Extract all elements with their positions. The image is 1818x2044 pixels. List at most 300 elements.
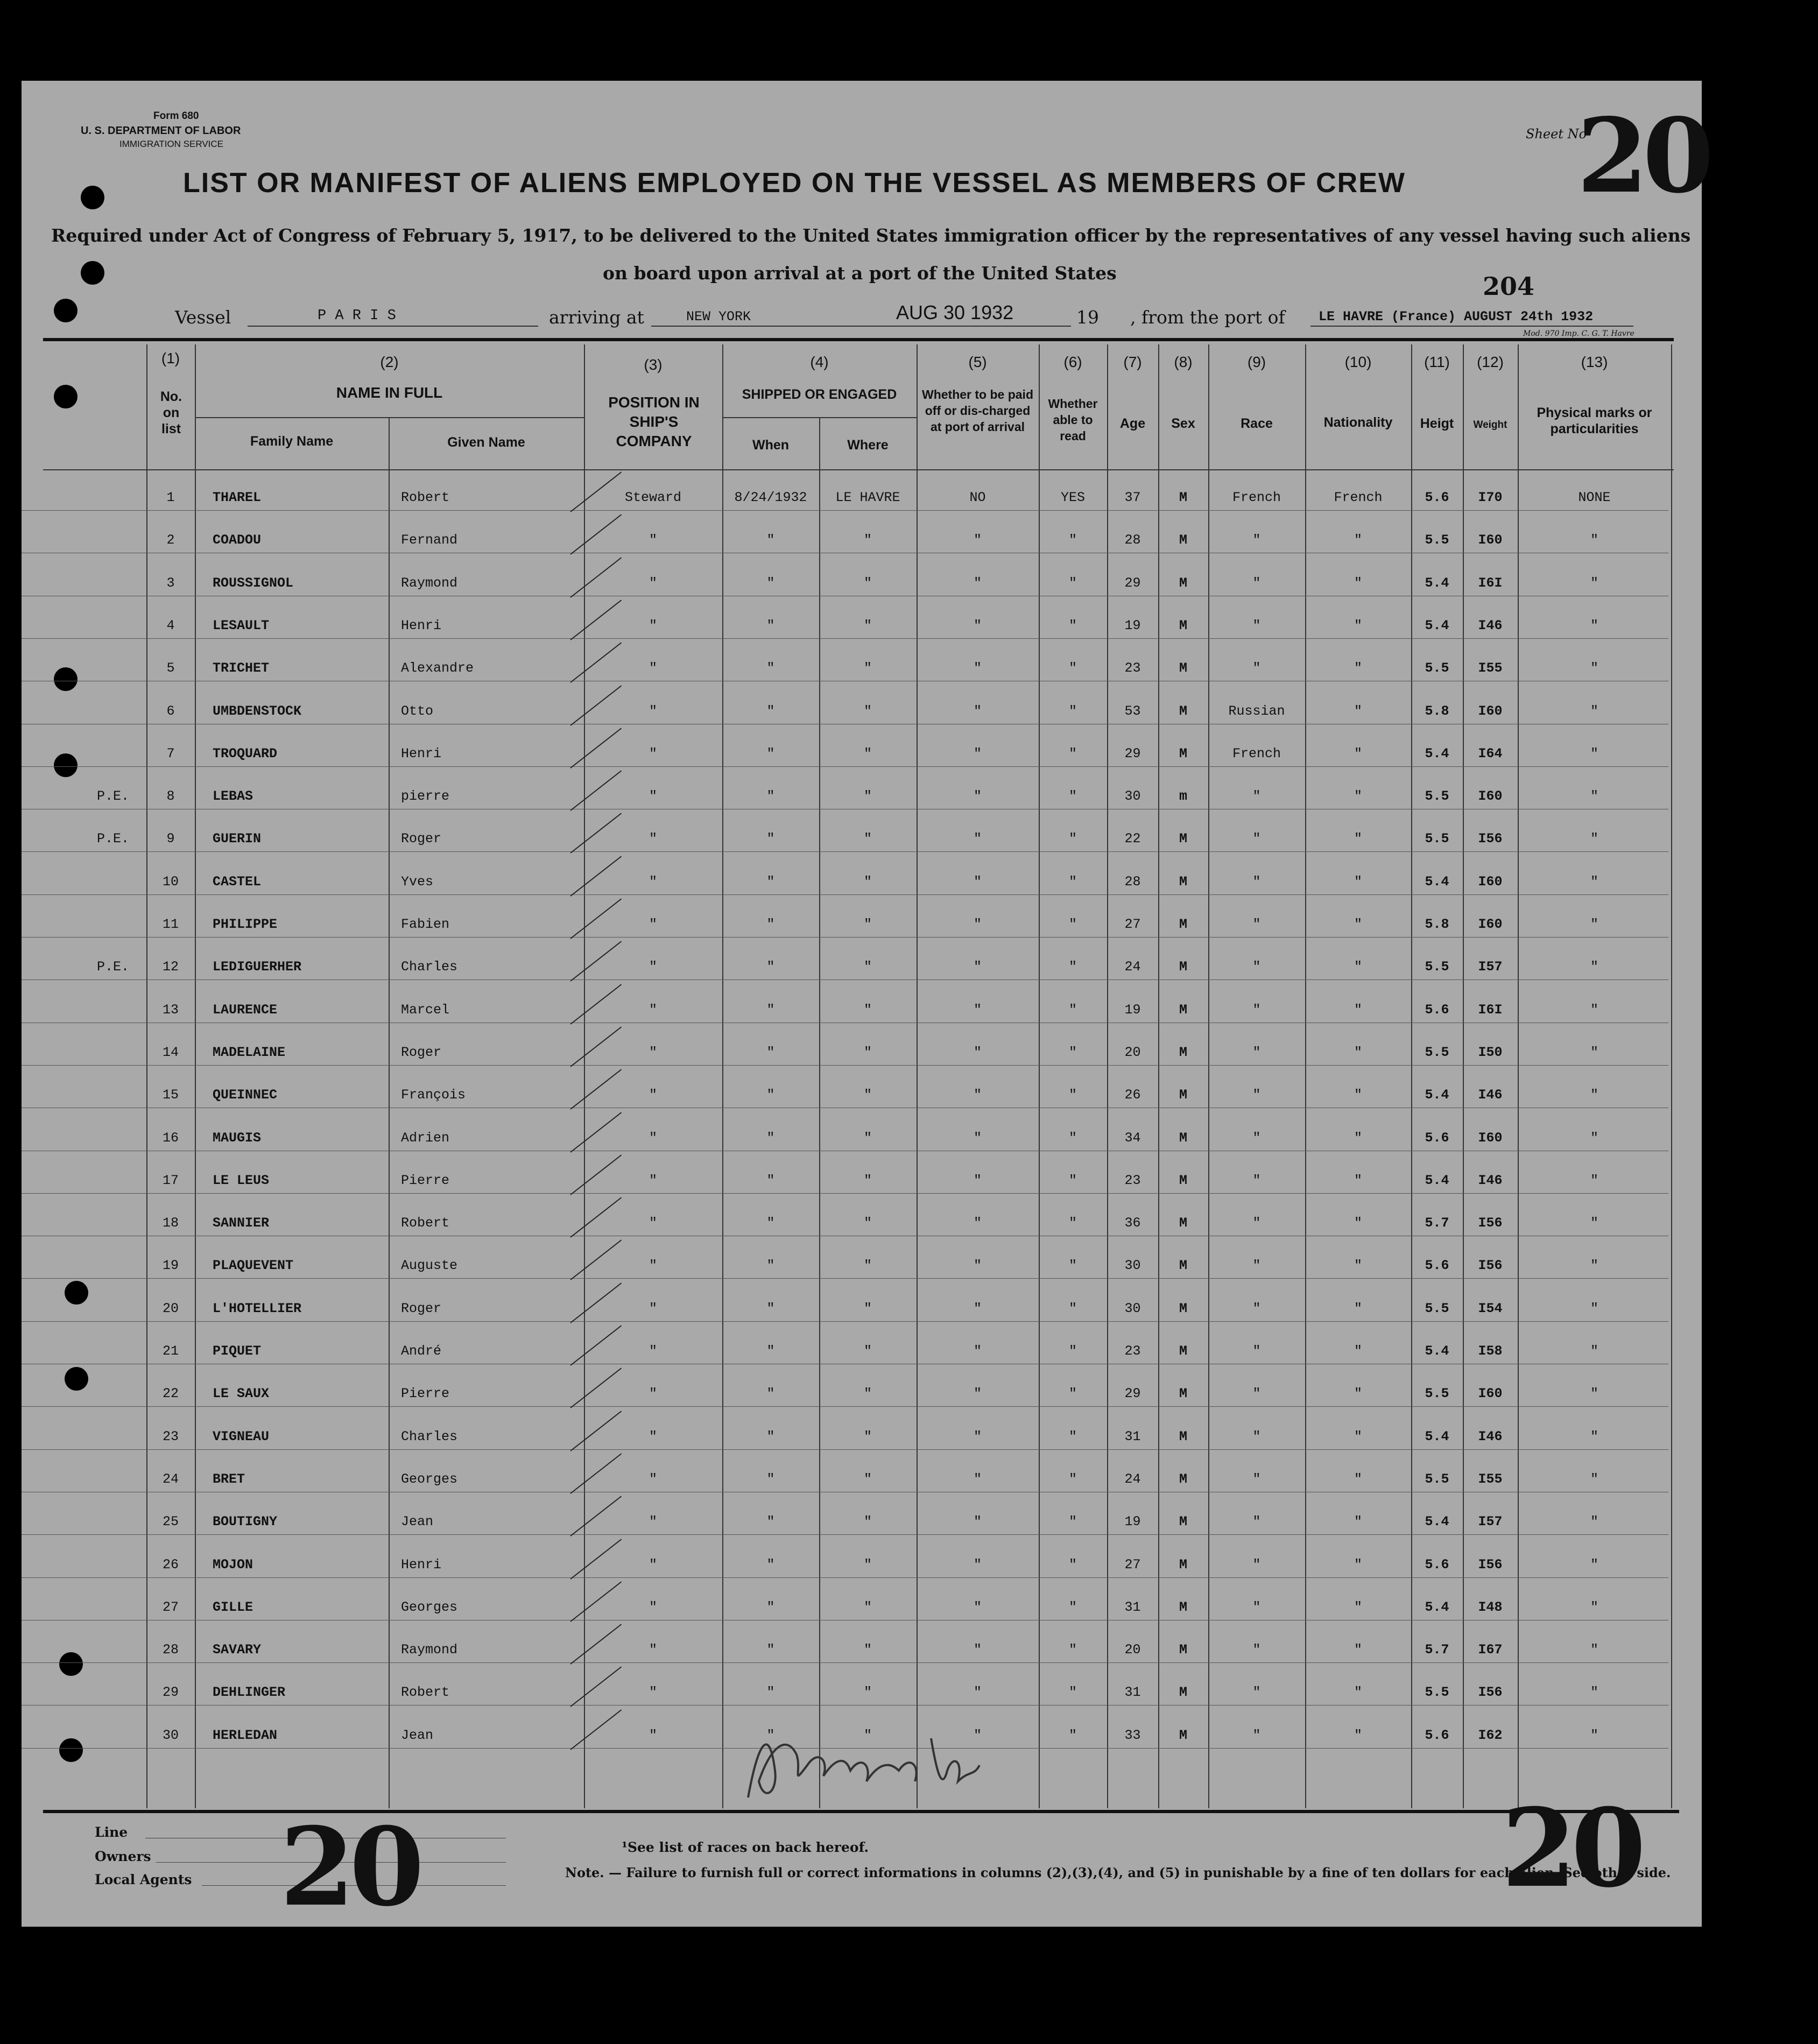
cell-nationality: " xyxy=(1354,1428,1362,1444)
cell-nationality: " xyxy=(1354,532,1362,548)
cell-sex: M xyxy=(1179,831,1187,847)
cell-sex: M xyxy=(1179,1300,1187,1316)
cell-weight: I60 xyxy=(1478,1130,1503,1146)
cell-physical-marks: " xyxy=(1590,1599,1598,1615)
cell-weight: I58 xyxy=(1478,1343,1503,1359)
cell-when: " xyxy=(766,1428,775,1444)
cell-given-name: Jean xyxy=(401,1727,434,1743)
cell-given-name: Charles xyxy=(401,959,458,975)
col-header-num: (6) xyxy=(1063,354,1082,370)
cell-paid-off: " xyxy=(973,1386,982,1402)
cell-able-to-read: " xyxy=(1068,1642,1077,1658)
cell-when: " xyxy=(766,873,775,890)
cell-height: 5.6 xyxy=(1425,1002,1449,1018)
cell-height: 5.8 xyxy=(1425,703,1449,719)
cell-able-to-read: " xyxy=(1068,660,1077,676)
cell-race: French xyxy=(1232,490,1281,505)
cell-where: " xyxy=(863,831,872,847)
cell-no: 18 xyxy=(162,1215,179,1231)
cell-no: 22 xyxy=(162,1386,179,1402)
cell-weight: I60 xyxy=(1478,788,1503,805)
cell-family-name: LEBAS xyxy=(213,788,253,805)
cell-family-name: L'HOTELLIER xyxy=(213,1300,302,1316)
row-rule xyxy=(22,1534,1668,1535)
col-header-when: When xyxy=(752,438,790,453)
col-header-position: POSITION IN SHIP'S COMPANY xyxy=(608,394,700,449)
cell-race: " xyxy=(1252,1002,1261,1018)
cell-height: 5.4 xyxy=(1425,575,1449,591)
cell-physical-marks: " xyxy=(1590,1556,1598,1573)
cell-age: 23 xyxy=(1124,1172,1141,1188)
cell-weight: I46 xyxy=(1478,617,1503,633)
cell-height: 5.5 xyxy=(1425,660,1449,676)
year-label: 19 xyxy=(1076,307,1099,328)
cell-sex: M xyxy=(1179,1215,1187,1231)
row-rule xyxy=(22,1321,1668,1322)
cell-where: " xyxy=(863,1727,872,1743)
cell-where: " xyxy=(863,873,872,890)
cell-height: 5.7 xyxy=(1425,1642,1449,1658)
cell-race: " xyxy=(1252,1727,1261,1743)
cell-no: 16 xyxy=(162,1130,179,1146)
cell-able-to-read: " xyxy=(1068,1343,1077,1359)
cell-nationality: " xyxy=(1354,1471,1362,1487)
cell-weight: I60 xyxy=(1478,873,1503,890)
cell-nationality: " xyxy=(1354,1514,1362,1530)
punch-hole xyxy=(59,1652,83,1676)
cell-given-name: Robert xyxy=(401,1684,450,1701)
cell-where: LE HAVRE xyxy=(835,490,900,505)
cell-race: " xyxy=(1252,1343,1261,1359)
cell-sex: M xyxy=(1179,617,1187,633)
cell-able-to-read: " xyxy=(1068,1002,1077,1018)
cell-age: 28 xyxy=(1124,873,1141,890)
cell-nationality: " xyxy=(1354,1727,1362,1743)
cell-family-name: THAREL xyxy=(213,490,262,505)
cell-nationality: " xyxy=(1354,1343,1362,1359)
cell-sex: m xyxy=(1179,788,1187,805)
cell-nationality: " xyxy=(1354,1258,1362,1274)
col-header-physical-marks: Physical marks or particularities xyxy=(1537,405,1652,436)
cell-when: " xyxy=(766,1044,775,1060)
cell-able-to-read: " xyxy=(1068,788,1077,805)
cell-race: " xyxy=(1252,959,1261,975)
punch-hole xyxy=(81,186,104,209)
cell-race: " xyxy=(1252,532,1261,548)
cell-able-to-read: " xyxy=(1068,1386,1077,1402)
cell-when: " xyxy=(766,788,775,805)
cell-position: " xyxy=(649,788,657,805)
col-header-race: Race xyxy=(1241,416,1273,431)
cell-height: 5.5 xyxy=(1425,1300,1449,1316)
cell-position: " xyxy=(649,1556,657,1573)
cell-where: " xyxy=(863,1130,872,1146)
col-header-height: Heigt xyxy=(1420,416,1454,431)
cell-physical-marks: " xyxy=(1590,1044,1598,1060)
cell-weight: I46 xyxy=(1478,1087,1503,1103)
cell-no: 5 xyxy=(166,660,175,676)
cell-family-name: LESAULT xyxy=(213,617,270,633)
col-header-num: (4) xyxy=(810,354,829,370)
cell-position: " xyxy=(649,1087,657,1103)
cell-position: " xyxy=(649,1514,657,1530)
cell-race: " xyxy=(1252,1215,1261,1231)
cell-nationality: " xyxy=(1354,575,1362,591)
col-header-num: (5) xyxy=(968,354,987,370)
cell-age: 19 xyxy=(1124,617,1141,633)
cell-paid-off: " xyxy=(973,1471,982,1487)
col-header-weight: Weight xyxy=(1473,419,1507,431)
cell-sex: M xyxy=(1179,1599,1187,1615)
col-divider xyxy=(1208,344,1209,1808)
cell-physical-marks: " xyxy=(1590,1130,1598,1146)
form-number: Form 680 xyxy=(153,110,199,122)
cell-no: 13 xyxy=(162,1002,179,1018)
cell-able-to-read: " xyxy=(1068,873,1077,890)
cell-height: 5.4 xyxy=(1425,1172,1449,1188)
cell-sex: M xyxy=(1179,1684,1187,1701)
cell-when: " xyxy=(766,660,775,676)
cell-weight: I60 xyxy=(1478,917,1503,932)
cell-family-name: LAURENCE xyxy=(213,1002,278,1018)
cell-age: 20 xyxy=(1124,1044,1141,1060)
from-label: , from the port of xyxy=(1130,307,1285,328)
cell-when: " xyxy=(766,1599,775,1615)
cell-given-name: François xyxy=(401,1087,466,1103)
cell-height: 5.7 xyxy=(1425,1215,1449,1231)
cell-paid-off: " xyxy=(973,831,982,847)
date-stamp: AUG 30 1932 xyxy=(896,301,1014,323)
row-marker: P.E. xyxy=(96,831,129,847)
cell-physical-marks: NONE xyxy=(1578,490,1611,505)
cell-family-name: COADOU xyxy=(213,532,262,548)
punch-hole xyxy=(54,667,77,691)
cell-no: 19 xyxy=(162,1258,179,1274)
punch-hole xyxy=(54,385,77,408)
col-divider xyxy=(389,417,390,1808)
cell-nationality: " xyxy=(1354,1172,1362,1188)
local-agents-label: Local Agents xyxy=(95,1872,192,1887)
cell-weight: I67 xyxy=(1478,1642,1503,1658)
cell-height: 5.5 xyxy=(1425,788,1449,805)
cell-sex: M xyxy=(1179,1514,1187,1530)
cell-position: " xyxy=(649,873,657,890)
col-header-sex: Sex xyxy=(1171,416,1195,431)
arriving-label: arriving at xyxy=(549,307,644,328)
row-rule xyxy=(22,1065,1668,1066)
cell-paid-off: " xyxy=(973,745,982,762)
cell-when: " xyxy=(766,917,775,932)
cell-where: " xyxy=(863,1258,872,1274)
cell-paid-off: " xyxy=(973,1130,982,1146)
cell-height: 5.5 xyxy=(1425,1471,1449,1487)
col-divider xyxy=(146,344,147,1808)
cell-paid-off: " xyxy=(973,1087,982,1103)
cell-race: " xyxy=(1252,1642,1261,1658)
cell-physical-marks: " xyxy=(1590,1002,1598,1018)
officer-signature xyxy=(737,1706,996,1808)
cell-paid-off: " xyxy=(973,788,982,805)
cell-given-name: Otto xyxy=(401,703,434,719)
cell-where: " xyxy=(863,1002,872,1018)
cell-sex: M xyxy=(1179,1343,1187,1359)
cell-race: " xyxy=(1252,1428,1261,1444)
col-divider xyxy=(1158,344,1159,1808)
cell-no: 1 xyxy=(166,490,175,505)
cell-given-name: Raymond xyxy=(401,1642,458,1658)
cell-age: 26 xyxy=(1124,1087,1141,1103)
cell-paid-off: " xyxy=(973,1258,982,1274)
cell-when: 8/24/1932 xyxy=(734,490,807,505)
cell-family-name: TROQUARD xyxy=(213,745,278,762)
col-header-no-on-list: No. on list xyxy=(160,389,182,436)
cell-nationality: " xyxy=(1354,959,1362,975)
row-rule xyxy=(22,979,1668,980)
punch-hole xyxy=(54,753,77,777)
punch-hole xyxy=(59,1738,83,1762)
cell-physical-marks: " xyxy=(1590,1471,1598,1487)
cell-weight: I56 xyxy=(1478,1556,1503,1573)
cell-weight: I64 xyxy=(1478,745,1503,762)
col-header-family-name: Family Name xyxy=(250,434,334,449)
sheet-number-footer-left: 20 xyxy=(280,1804,419,1930)
cell-when: " xyxy=(766,1642,775,1658)
cell-sex: M xyxy=(1179,1386,1187,1402)
col-header-where: Where xyxy=(847,438,889,453)
cell-no: 2 xyxy=(166,532,175,548)
cell-race: " xyxy=(1252,1044,1261,1060)
cell-physical-marks: " xyxy=(1590,1386,1598,1402)
cell-no: 15 xyxy=(162,1087,179,1103)
cell-able-to-read: " xyxy=(1068,1130,1077,1146)
sheet-number: 20 xyxy=(1577,96,1709,216)
cell-position: " xyxy=(649,1727,657,1743)
cell-age: 19 xyxy=(1124,1002,1141,1018)
cell-physical-marks: " xyxy=(1590,1343,1598,1359)
col-divider xyxy=(1463,344,1464,1808)
col-header-shipped-engaged: SHIPPED OR ENGAGED xyxy=(742,387,897,402)
cell-position: " xyxy=(649,703,657,719)
col-divider xyxy=(1107,344,1108,1808)
cell-race: " xyxy=(1252,575,1261,591)
cell-no: 30 xyxy=(162,1727,179,1743)
cell-nationality: " xyxy=(1354,745,1362,762)
cell-when: " xyxy=(766,1130,775,1146)
cell-sex: M xyxy=(1179,1556,1187,1573)
cell-no: 3 xyxy=(166,575,175,591)
departure-port: LE HAVRE (France) AUGUST 24th 1932 xyxy=(1319,309,1594,325)
sheet-number-footer-right: 20 xyxy=(1502,1785,1641,1912)
cell-able-to-read: " xyxy=(1068,575,1077,591)
cell-no: 14 xyxy=(162,1044,179,1060)
row-rule xyxy=(22,1449,1668,1450)
col-header-num: (9) xyxy=(1247,354,1266,370)
cell-given-name: Charles xyxy=(401,1428,458,1444)
cell-when: " xyxy=(766,831,775,847)
races-note: ¹See list of races on back hereof. xyxy=(622,1839,869,1855)
cell-paid-off: " xyxy=(973,1556,982,1573)
punch-hole xyxy=(81,261,104,285)
cell-family-name: VIGNEAU xyxy=(213,1428,270,1444)
cell-physical-marks: " xyxy=(1590,1087,1598,1103)
col-divider xyxy=(195,344,196,1808)
cell-nationality: " xyxy=(1354,1087,1362,1103)
cell-nationality: " xyxy=(1354,1300,1362,1316)
cell-able-to-read: " xyxy=(1068,745,1077,762)
cell-nationality: " xyxy=(1354,703,1362,719)
cell-physical-marks: " xyxy=(1590,1727,1598,1743)
cell-able-to-read: " xyxy=(1068,1215,1077,1231)
cell-position: " xyxy=(649,745,657,762)
cell-no: 20 xyxy=(162,1300,179,1316)
cell-where: " xyxy=(863,745,872,762)
cell-sex: M xyxy=(1179,703,1187,719)
cell-position: " xyxy=(649,1599,657,1615)
cell-given-name: Alexandre xyxy=(401,660,474,676)
cell-where: " xyxy=(863,1172,872,1188)
cell-age: 30 xyxy=(1124,1300,1141,1316)
cell-where: " xyxy=(863,1684,872,1701)
cell-race: " xyxy=(1252,1258,1261,1274)
cell-given-name: Yves xyxy=(401,873,434,890)
subtitle-2: on board upon arrival at a port of the United States xyxy=(603,263,1117,284)
cell-physical-marks: " xyxy=(1590,745,1598,762)
cell-no: 28 xyxy=(162,1642,179,1658)
cell-weight: I57 xyxy=(1478,959,1503,975)
col-header-num: (1) xyxy=(161,350,180,366)
cell-position: " xyxy=(649,1428,657,1444)
cell-family-name: BOUTIGNY xyxy=(213,1514,278,1530)
cell-physical-marks: " xyxy=(1590,532,1598,548)
row-rule xyxy=(22,851,1668,852)
cell-height: 5.8 xyxy=(1425,917,1449,932)
cell-nationality: " xyxy=(1354,1044,1362,1060)
cell-family-name: MADELAINE xyxy=(213,1044,286,1060)
cell-height: 5.4 xyxy=(1425,1599,1449,1615)
cell-race: " xyxy=(1252,1300,1261,1316)
cell-weight: I57 xyxy=(1478,1514,1503,1530)
cell-physical-marks: " xyxy=(1590,873,1598,890)
cell-no: 9 xyxy=(166,831,175,847)
cell-sex: M xyxy=(1179,575,1187,591)
cell-nationality: " xyxy=(1354,1386,1362,1402)
cell-physical-marks: " xyxy=(1590,1300,1598,1316)
cell-physical-marks: " xyxy=(1590,1215,1598,1231)
arriving-port: NEW YORK xyxy=(686,309,751,325)
col-divider xyxy=(1039,344,1040,1808)
cell-family-name: UMBDENSTOCK xyxy=(213,703,302,719)
cell-race: " xyxy=(1252,1684,1261,1701)
cell-when: " xyxy=(766,1300,775,1316)
line-label: Line xyxy=(95,1824,128,1840)
cell-given-name: Auguste xyxy=(401,1258,458,1274)
cell-nationality: " xyxy=(1354,917,1362,932)
cell-sex: M xyxy=(1179,745,1187,762)
cell-age: 20 xyxy=(1124,1642,1141,1658)
cell-paid-off: " xyxy=(973,1684,982,1701)
cell-family-name: LEDIGUERHER xyxy=(213,959,302,975)
col-header-given-name: Given Name xyxy=(447,435,525,450)
cell-when: " xyxy=(766,1386,775,1402)
cell-given-name: Pierre xyxy=(401,1172,450,1188)
row-rule xyxy=(22,1577,1668,1578)
fine-note: Note. — Failure to furnish full or correct informations in columns (2),(3),(4), and (5) in punishable by a fine of ten dollars for each alien. See other side. xyxy=(565,1865,1671,1880)
cell-height: 5.6 xyxy=(1425,1130,1449,1146)
cell-age: 37 xyxy=(1124,490,1141,505)
cell-given-name: Fabien xyxy=(401,917,450,932)
cell-family-name: SAVARY xyxy=(213,1642,262,1658)
cell-given-name: Georges xyxy=(401,1599,458,1615)
col-header-num: (13) xyxy=(1581,354,1608,370)
cell-family-name: BRET xyxy=(213,1471,245,1487)
cell-position: " xyxy=(649,1642,657,1658)
cell-height: 5.6 xyxy=(1425,490,1449,505)
cell-nationality: " xyxy=(1354,873,1362,890)
cell-family-name: PIQUET xyxy=(213,1343,262,1359)
cell-where: " xyxy=(863,917,872,932)
row-rule xyxy=(22,1406,1668,1407)
cell-height: 5.5 xyxy=(1425,959,1449,975)
cell-family-name: QUEINNEC xyxy=(213,1087,278,1103)
cell-position: " xyxy=(649,1471,657,1487)
cell-age: 27 xyxy=(1124,917,1141,932)
cell-race: " xyxy=(1252,1130,1261,1146)
col-header-num: (11) xyxy=(1424,354,1450,370)
cell-where: " xyxy=(863,1300,872,1316)
cell-nationality: " xyxy=(1354,1642,1362,1658)
cell-age: 31 xyxy=(1124,1684,1141,1701)
cell-no: 4 xyxy=(166,617,175,633)
table-top-rule xyxy=(43,338,1674,341)
cell-when: " xyxy=(766,617,775,633)
cell-height: 5.6 xyxy=(1425,1556,1449,1573)
cell-nationality: " xyxy=(1354,1684,1362,1701)
cell-family-name: DEHLINGER xyxy=(213,1684,286,1701)
cell-age: 31 xyxy=(1124,1599,1141,1615)
cell-given-name: pierre xyxy=(401,788,450,805)
header-bottom-rule xyxy=(43,469,1674,470)
cell-sex: M xyxy=(1179,490,1187,505)
cell-position: " xyxy=(649,1215,657,1231)
cell-race: " xyxy=(1252,660,1261,676)
col-divider xyxy=(1305,344,1306,1808)
cell-nationality: " xyxy=(1354,1002,1362,1018)
col-divider xyxy=(1518,344,1519,1808)
cell-weight: I55 xyxy=(1478,660,1503,676)
cell-physical-marks: " xyxy=(1590,917,1598,932)
cell-weight: I48 xyxy=(1478,1599,1503,1615)
cell-nationality: French xyxy=(1334,490,1383,505)
cell-able-to-read: " xyxy=(1068,703,1077,719)
cell-age: 30 xyxy=(1124,788,1141,805)
stamp-number: 204 xyxy=(1483,272,1535,301)
cell-able-to-read: YES xyxy=(1060,490,1085,505)
cell-no: 24 xyxy=(162,1471,179,1487)
cell-family-name: ROUSSIGNOL xyxy=(213,575,294,591)
cell-position: " xyxy=(649,1300,657,1316)
cell-age: 33 xyxy=(1124,1727,1141,1743)
col-divider xyxy=(1411,344,1412,1808)
cell-height: 5.5 xyxy=(1425,1684,1449,1701)
cell-height: 5.4 xyxy=(1425,1514,1449,1530)
cell-nationality: " xyxy=(1354,1130,1362,1146)
cell-no: 27 xyxy=(162,1599,179,1615)
cell-weight: I6I xyxy=(1478,575,1503,591)
cell-nationality: " xyxy=(1354,660,1362,676)
cell-given-name: Fernand xyxy=(401,532,458,548)
cell-no: 10 xyxy=(162,873,179,890)
cell-age: 30 xyxy=(1124,1258,1141,1274)
